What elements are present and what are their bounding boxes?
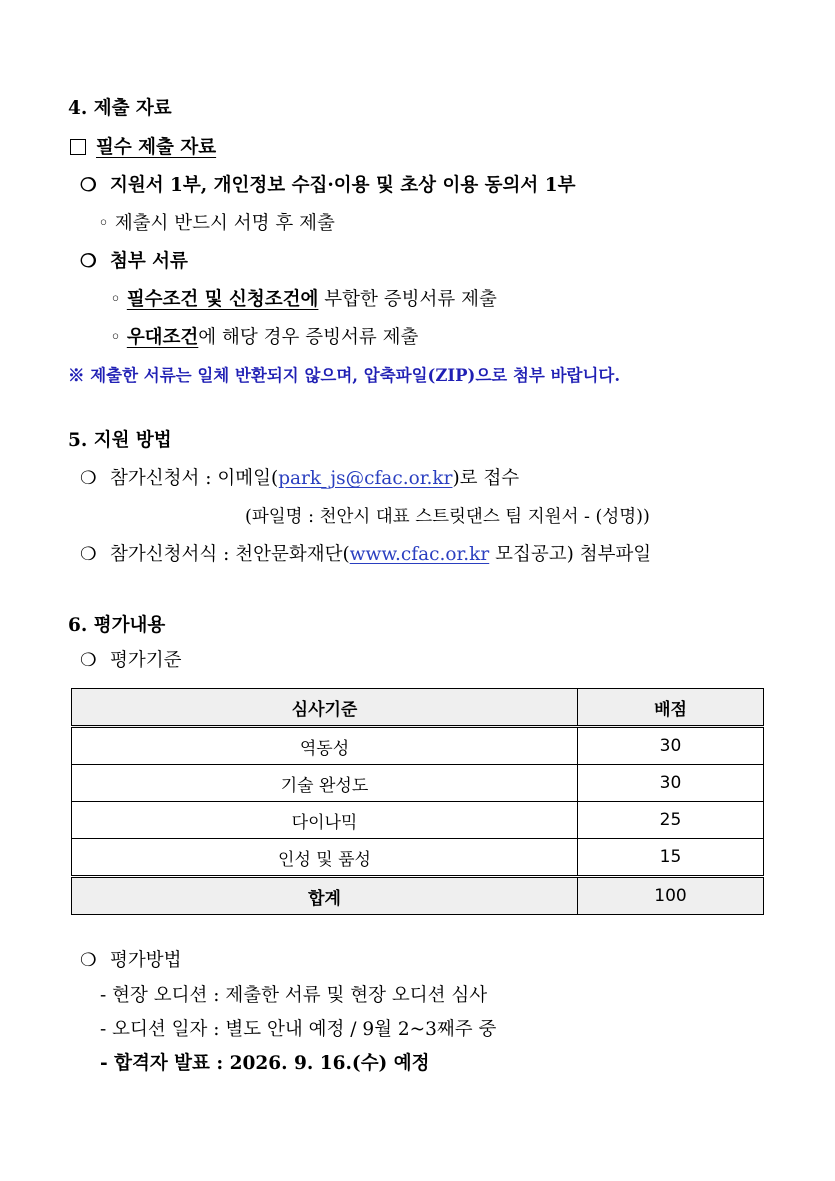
apply-email-suffix: )로 접수 [452,468,520,489]
table-row [72,727,764,765]
circle-bullet-icon: ❍ [80,544,97,565]
criterion-cell: 역동성 [72,727,578,765]
criteria-row [80,648,181,674]
score-cell: 25 [578,802,764,839]
required-heading-row [70,135,216,161]
section4-title: 4. 제출 자료 [68,98,172,119]
bullet-application-sub [98,211,335,237]
total-label-cell: 합계 [72,877,578,915]
method-item-2: - 오디션 일자 : 별도 안내 예정 / 9월 2~3째주 중 [100,1019,497,1040]
criterion-cell: 인성 및 품성 [72,839,578,877]
criteria-label: 평가기준 [110,650,182,671]
criterion-cell: 다이나믹 [72,802,578,839]
apply-form-prefix: 참가신청서식 : 천안문화재단( [110,544,350,565]
attachment-item-1-bold: 필수조건 및 신청조건에 [126,289,319,310]
bullet-attachments [80,249,188,275]
circle-bullet-icon: ❍ [80,251,97,272]
circle-bullet-icon: ❍ [80,468,97,489]
table-header-criterion: 심사기준 [72,689,578,727]
apply-email-prefix: 참가신청서 : 이메일( [110,468,279,489]
method-item-3: - 합격자 발표 : 2026. 9. 16.(수) 예정 [100,1053,430,1074]
bullet-attachments-text: 첨부 서류 [110,251,188,272]
method-label: 평가방법 [110,950,182,971]
submission-notice: ※ 제출한 서류는 일체 반환되지 않으며, 압축파일(ZIP)으로 첨부 바랍니다. [68,366,621,385]
apply-form-row [80,542,651,568]
table-row [72,765,764,802]
circle-bullet-icon: ❍ [80,175,97,196]
bullet-application-sub-text: 제출시 반드시 서명 후 제출 [114,213,335,234]
required-heading: 필수 제출 자료 [96,137,217,158]
table-total-row [72,877,764,915]
circle-bullet-icon: ❍ [80,950,97,971]
attachment-item-1 [110,287,497,313]
attachment-item-2-rest: 에 해당 경우 증빙서류 제출 [198,327,419,348]
table-row [72,839,764,877]
attachment-item-2 [110,325,418,351]
total-score-cell: 100 [578,877,764,915]
score-cell: 15 [578,839,764,877]
method-item-1: - 현장 오디션 : 제출한 서류 및 현장 오디션 심사 [100,985,488,1006]
table-header-row [72,689,764,727]
small-circle-icon: ◦ [98,213,109,234]
small-circle-icon: ◦ [110,327,121,348]
section6-title: 6. 평가내용 [68,615,166,636]
score-cell: 30 [578,765,764,802]
checkbox-icon [70,139,86,155]
attachment-item-2-bold: 우대조건 [126,327,199,348]
method-row [80,948,181,974]
section5-title: 5. 지원 방법 [68,430,172,451]
criterion-cell: 기술 완성도 [72,765,578,802]
bullet-application [80,173,575,199]
email-link[interactable]: park_js@cfac.or.kr [278,468,453,489]
bullet-application-text: 지원서 1부, 개인정보 수집·이용 및 초상 이용 동의서 1부 [110,175,576,196]
circle-bullet-icon: ❍ [80,650,97,671]
attachment-item-1-rest: 부합한 증빙서류 제출 [318,289,497,310]
small-circle-icon: ◦ [110,289,121,310]
score-cell: 30 [578,727,764,765]
table-row [72,802,764,839]
filename-note: (파일명 : 천안시 대표 스트릿댄스 팀 지원서 - (성명)) [245,507,650,527]
apply-email-row [80,466,519,492]
evaluation-table [71,688,764,915]
website-link[interactable]: www.cfac.or.kr [349,544,490,565]
apply-form-suffix: 모집공고) 첨부파일 [489,544,652,565]
table-header-score: 배점 [578,689,764,727]
